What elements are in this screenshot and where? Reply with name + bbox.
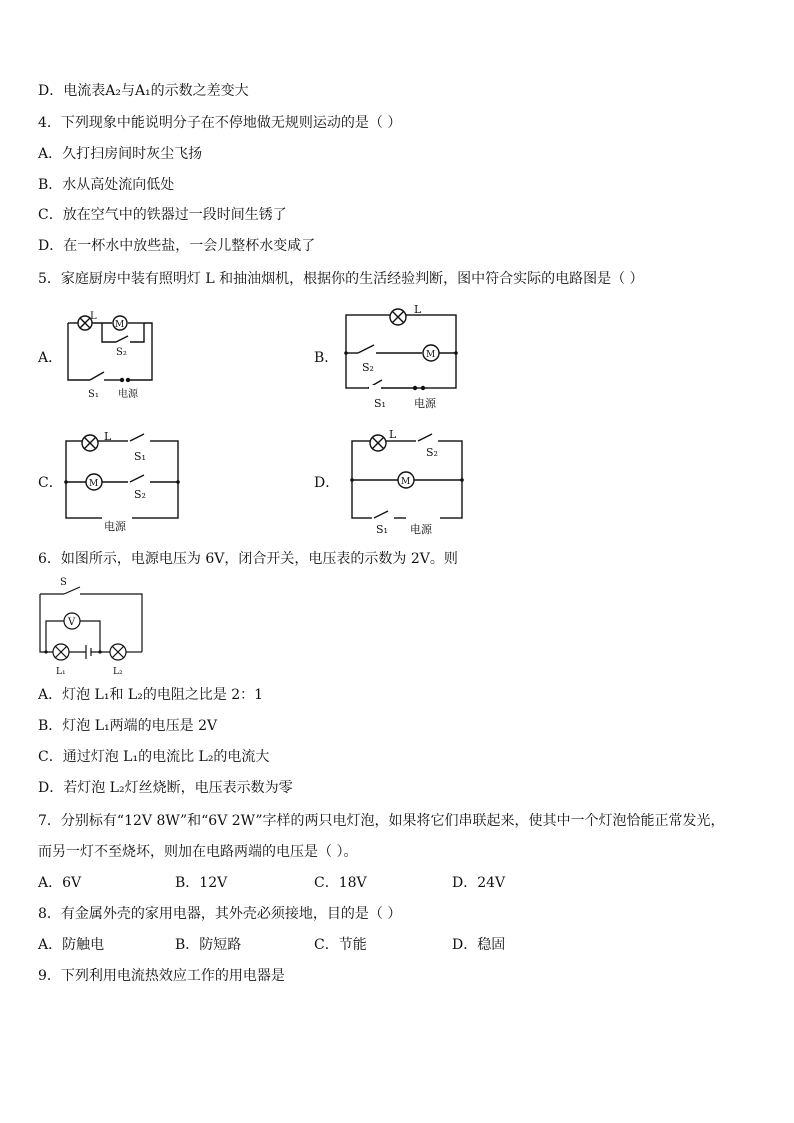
label-source: 电源 [104, 520, 126, 533]
label-s2: S₂ [426, 446, 438, 459]
circuit-diagram-a [60, 308, 170, 404]
circuit-diagram-q6 [34, 574, 152, 680]
label-source: 电源 [410, 523, 432, 536]
q4-stem: 4．下列现象中能说明分子在不停地做无规则运动的是（ ） [38, 115, 402, 131]
q7-option-d: D．24V [452, 875, 506, 891]
label-s2: S₂ [362, 361, 374, 374]
q7-option-a: A．6V [38, 875, 82, 891]
label-s2: S₂ [134, 488, 146, 501]
q7-option-b: B．12V [175, 875, 228, 891]
q4-option-b: B．水从高处流向低处 [38, 177, 175, 193]
label-source: 电源 [414, 397, 436, 410]
label-s1: S₁ [134, 450, 146, 463]
label-l: L [90, 311, 97, 322]
label-l: L [104, 430, 112, 443]
q8-option-a: A．防触电 [38, 937, 105, 953]
q5-stem: 5．家庭厨房中装有照明灯 L 和抽油烟机，根据你的生活经验判断，图中符合实际的电路图是（ ） [38, 271, 644, 287]
circuit-diagram-d [344, 426, 474, 538]
circuit-diagram-b [338, 300, 468, 414]
q4-option-c: C．放在空气中的铁器过一段时间生锈了 [38, 207, 287, 223]
q5-label-a: A． [38, 350, 63, 366]
motor-label: M [115, 320, 125, 330]
label-l: L [389, 428, 397, 441]
q4-option-d: D．在一杯水中放些盐，一会儿整杯水变咸了 [38, 238, 316, 254]
voltmeter-label: V [68, 617, 76, 628]
q7-stem-line1: 7．分别标有“12V 8W”和“6V 2W”字样的两只电灯泡，如果将它们串联起来，使其中一个灯泡恰能正常发光， [38, 813, 725, 829]
q8-stem: 8．有金属外壳的家用电器，其外壳必须接地，目的是（ ） [38, 906, 402, 922]
q7-options [38, 874, 738, 892]
motor-label: M [426, 350, 436, 360]
label-l1: L₁ [56, 667, 66, 677]
q5-label-d: D． [314, 475, 340, 491]
q9-stem: 9．下列利用电流热效应工作的用电器是 [38, 968, 285, 984]
motor-label: M [89, 479, 99, 489]
q8-option-b: B．防短路 [175, 937, 242, 953]
q8-options [38, 936, 738, 954]
q8-option-c: C．节能 [314, 937, 367, 953]
label-s: S [60, 577, 67, 588]
q6-option-a: A．灯泡 L₁和 L₂的电阻之比是 2：1 [38, 687, 264, 703]
q3-option-d: D．电流表A₂与A₁的示数之差变大 [38, 83, 249, 99]
label-s1: S₁ [88, 389, 99, 400]
q6-option-d: D．若灯泡 L₂灯丝烧断，电压表示数为零 [38, 780, 293, 796]
q6-option-b: B．灯泡 L₁两端的电压是 2V [38, 718, 218, 734]
q5-label-c: C． [38, 475, 63, 491]
q7-option-c: C．18V [314, 875, 367, 891]
q4-option-a: A．久打扫房间时灰尘飞扬 [38, 146, 203, 162]
circuit-diagram-c [58, 428, 186, 536]
label-s2: S₂ [116, 347, 127, 358]
label-l2: L₂ [113, 667, 123, 677]
label-s1: S₁ [374, 397, 386, 410]
label-l: L [414, 303, 422, 316]
q5-label-b: B． [314, 350, 339, 366]
label-s1: S₁ [376, 523, 388, 536]
motor-label: M [401, 477, 411, 487]
q6-stem: 6．如图所示，电源电压为 6V，闭合开关，电压表的示数为 2V。则 [38, 551, 458, 567]
label-source: 电源 [118, 389, 138, 400]
q8-option-d: D．稳固 [452, 937, 506, 953]
q6-option-c: C．通过灯泡 L₁的电流比 L₂的电流大 [38, 749, 270, 765]
q7-stem-line2: 而另一灯不至烧坏，则加在电路两端的电压是（ ）。 [38, 844, 358, 860]
